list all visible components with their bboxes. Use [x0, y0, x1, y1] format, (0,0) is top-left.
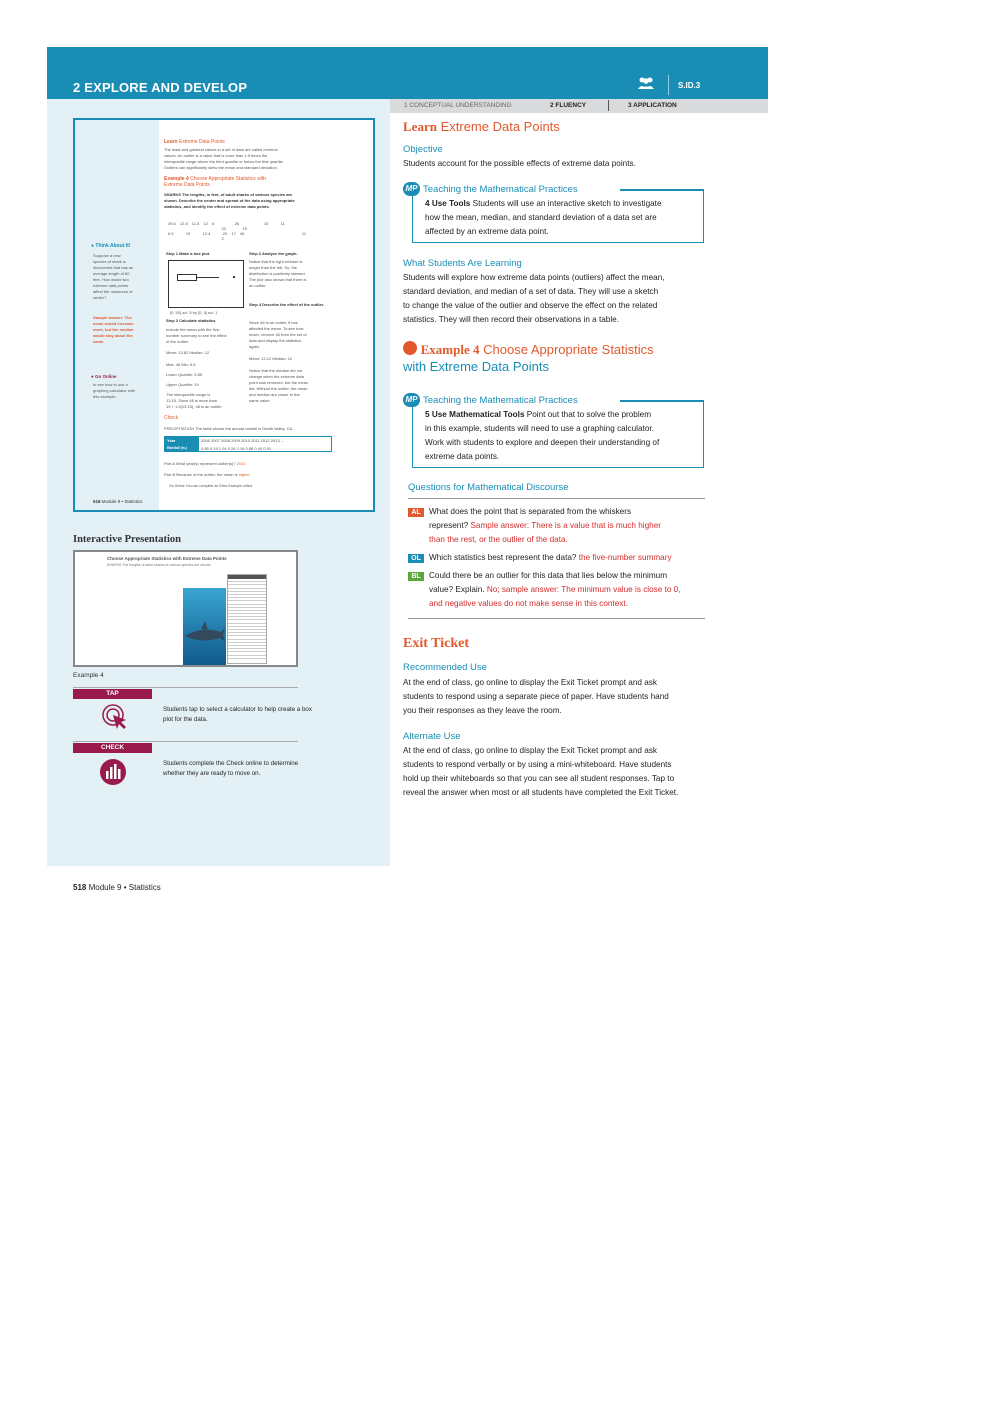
recommended-use-text: At the end of class, go online to display the Exit Ticket prompt and ask students to respond using a separate piece of paper. Have students hand you their responses as they leave the room.: [403, 678, 669, 715]
thumb-step4-line: and median are closer to the: [249, 392, 300, 397]
thumb-problem-line: SHARKS The lengths, in feet, of adult sharks of various species are: [164, 192, 293, 197]
tap-tag: TAP: [73, 689, 152, 699]
thumb-learn-heading: Learn Extreme Data Points: [164, 139, 225, 145]
thumb-step3-line: Include the mean with the five-: [166, 327, 221, 332]
thumb-step2-line: The plot also shows that there is: [249, 277, 307, 282]
think-line: affect the measures of: [93, 289, 133, 294]
thumb-intro-line: Outliers can significantly skew the mean and standard deviation.: [164, 165, 278, 170]
shark-photo: [183, 588, 226, 665]
tap-icon: [101, 703, 129, 731]
example4-heading-2: with Extreme Data Points: [403, 359, 549, 374]
go-online-line: to see how to use a: [93, 382, 128, 387]
thumb-boxplot-screen: [168, 260, 244, 308]
divider: [73, 687, 298, 688]
bar-chart-icon: [99, 758, 127, 786]
rigor-levels-bar: [390, 99, 768, 113]
mp1-heading: MP Teaching the Mathematical Practices: [403, 182, 578, 196]
thumb-problem-line: statistics, and identify the effect of extreme data points.: [164, 204, 270, 209]
tap-description: Students tap to select a calculator to help create a box plot for the data.: [163, 706, 312, 723]
section-title: 2 EXPLORE AND DEVELOP: [73, 80, 248, 95]
exit-ticket-heading: Exit Ticket: [403, 636, 469, 651]
thumb-step4-line: point was removed, but the mean: [249, 380, 309, 385]
page-footer: 518 Module 9 • Statistics: [73, 883, 161, 892]
thumb-rainfall-table: [164, 436, 332, 452]
think-line: extreme data points: [93, 283, 129, 288]
shark-icon: [183, 588, 226, 665]
slide-data-table: [227, 574, 267, 664]
thumb-step4: Step 4 Describe the effect of the outlier.: [249, 302, 325, 307]
interactive-slide-preview[interactable]: [73, 550, 298, 667]
wsal-text: Students will explore how extreme data points (outliers) affect the mean, standard deviation, and median of a set of data. They will use a sketch to change the value of the outlier and observe the effect on the related statistics. They will then record their observations in a table.: [403, 273, 665, 324]
slide-subtitle: SHARKS The lengths of adult sharks of various species are shown.: [107, 563, 212, 567]
thumb-step3-line: number summary to see the effect: [166, 333, 227, 338]
think-line: Suppose a new: [93, 253, 121, 258]
wsal-heading: What Students Are Learning: [403, 258, 522, 269]
thumb-data-row: 6.5 19 12.4 20 17 46 11 2: [168, 231, 307, 241]
bl-badge: BL: [408, 572, 424, 581]
thumb-step4-line: Mean: 12.12 Median: 12: [249, 356, 293, 361]
thumb-step4-line: change when the extreme data: [249, 374, 304, 379]
question-al: AL What does the point that is separated from the whiskers represent? Sample answer: There is a value that is much higher than the rest, or the outlier of the data.: [408, 505, 708, 519]
thumb-step3-line: Upper Quartile: 19: [166, 382, 199, 387]
thumb-step3-line: Lower Quartile: 5.85: [166, 372, 203, 377]
mp2-text: 5 Use Mathematical Tools Point out that to solve the problem in this example, students will need to use a graphing calculator. Work with students to explore and deepen their understanding of extreme data points.: [425, 410, 660, 461]
think-about-it-title: ● Think About It!: [91, 243, 131, 249]
student-page-thumbnail: [73, 118, 375, 512]
thumb-step3-line: The interquartile range is: [166, 392, 211, 397]
table-years-row: 2006 2007 2008 2009 2010 2011 2012 2013 ...: [201, 438, 285, 443]
sample-answer-line: same.: [93, 339, 105, 344]
thumb-intro-line: interquartile range above the third quartile or below the first quartile.: [164, 159, 284, 164]
table-rainfall-header: Rainfall (in.): [167, 446, 188, 450]
thumb-part-b: Part B Because of the outlier, the mean is higher: [164, 472, 250, 477]
thumb-step3: Step 3 Calculate statistics.: [166, 318, 217, 323]
divider: [73, 741, 298, 742]
level-divider: [608, 100, 609, 111]
thumb-page-footer: 518 Module 9 • Statistics: [93, 499, 143, 504]
divider: [408, 618, 705, 619]
thumb-step3-line: Max: 46 Min: 6.6: [166, 362, 196, 367]
sample-answer-line: more, but the median: [93, 327, 134, 332]
thumb-step2-line: distribution is positively skewed.: [249, 271, 306, 276]
recommended-use-heading: Recommended Use: [403, 662, 487, 673]
thumb-step4-line: same value.: [249, 398, 271, 403]
think-line: discovered that has an: [93, 265, 134, 270]
thumb-step2-line: Notice that the right whisker is: [249, 259, 303, 264]
thumb-step2: Step 2 Analyze the graph.: [249, 251, 298, 256]
slide-title: Choose Appropriate Statistics with Extreme Data Points: [107, 556, 227, 561]
thumb-step2-line: longer than the left. So, the: [249, 265, 298, 270]
go-online-title: ● Go Online: [91, 374, 117, 379]
thumb-step3-line: 19 + 1.5(13.15), 46 is an outlier.: [166, 404, 223, 409]
question-bl: BL Could there be an outlier for this data that lies below the minimum value? Explain. No; sample answer: The minimum value is close to 0, and negative values do not make sense in this context.: [408, 569, 708, 583]
thumb-example-heading: Example 4 Choose Appropriate Statistics with: [164, 176, 267, 182]
check-description: Students complete the Check online to determine whether they are ready to move on.: [163, 760, 299, 777]
table-year-header: Year: [167, 438, 176, 443]
think-line: species of shark is: [93, 259, 126, 264]
alternate-use-heading: Alternate Use: [403, 731, 461, 742]
thumb-step4-line: data and display the statistics: [249, 338, 302, 343]
sample-answer-line: would stay about the: [93, 333, 133, 338]
sample-answer-line: mean would increase: [93, 321, 134, 326]
example4-heading: Example 4 Choose Appropriate Statistics: [403, 341, 654, 358]
mp-badge-icon: MP: [403, 393, 420, 407]
header-divider: [668, 75, 669, 95]
thumb-intro-line: values. An outlier is a value that is more than 1.5 times the: [164, 153, 268, 158]
level-conceptual: 1 CONCEPTUAL UNDERSTANDING: [404, 102, 512, 109]
alternate-use-text: At the end of class, go online to display the Exit Ticket prompt and ask students to respond verbally or by using a mini-whiteboard. Have students hold up their whiteboards so that you can see all student responses. Tap to reveal the answer when most or all students have completed the Exit Ticket.: [403, 746, 679, 797]
thumb-boxplot-window: [0, 50] scl: 5 by [0, 5] scl: 1: [170, 310, 218, 315]
thumb-problem-line: shown. Describe the center and spread of the data using appropriate: [164, 198, 295, 203]
thumb-step4-line: Notice that the median did not: [249, 368, 303, 373]
mp-badge-icon: MP: [403, 182, 420, 196]
discourse-heading: Questions for Mathematical Discourse: [408, 482, 569, 493]
thumb-step1: Step 1 Make a box plot.: [166, 251, 211, 256]
think-line: average length of 60: [93, 271, 130, 276]
thumb-step3-line: Mean: 13.82 Median: 12: [166, 350, 210, 355]
section-header: [47, 47, 768, 99]
thumb-check-problem: PRECIPITATION The table shows the annual rainfall in Death Valley, CA.: [164, 426, 294, 431]
sample-answer-line: Sample answer: The: [93, 315, 132, 320]
think-line: center?: [93, 295, 107, 300]
globe-icon: [403, 341, 417, 355]
thumb-step4-line: again.: [249, 344, 260, 349]
level-fluency: 2 FLUENCY: [550, 102, 587, 109]
thumb-data-row: 39.5 12.8 11.5 12 6 26 15 11 23 19: [168, 221, 285, 231]
thumb-step3-line: 13.15. Since 46 is more than: [166, 398, 217, 403]
divider: [408, 498, 705, 499]
thumb-step4-line: Since 46 is an outlier, it has: [249, 320, 298, 325]
interactive-presentation-title: Interactive Presentation: [73, 534, 181, 545]
question-ol: OL Which statistics best represent the data? the five-number summary: [408, 551, 708, 565]
thumb-step4-line: did. Without the outlier, the mean: [249, 386, 308, 391]
standard-code: S.ID.3: [678, 81, 701, 90]
thumb-part-a: Part A What year(s) represent outlier(s)? 2010: [164, 461, 246, 466]
check-tag: CHECK: [73, 743, 152, 753]
thumb-step4-line: much, remove 46 from the set of: [249, 332, 307, 337]
objective-heading: Objective: [403, 144, 443, 155]
thumb-example-heading-2: Extreme Data Points: [164, 182, 210, 188]
go-online-line: graphing calculator with: [93, 388, 136, 393]
thumb-intro-line: The least and greatest values in a set of data are called extreme: [164, 147, 278, 152]
slide-caption: Example 4: [73, 672, 104, 679]
table-values-row: 0.85 0.18 1.04 0.26 2.16 0.88 0.40 0.51: [201, 446, 272, 451]
thumb-step2-line: an outlier.: [249, 283, 267, 288]
thumb-step3-line: of the outlier.: [166, 339, 189, 344]
go-online-line: this example.: [93, 394, 117, 399]
thumb-go-online-footer: Go Online You can complete an Extra Example online.: [169, 484, 254, 488]
objective-text: Students account for the possible effects of extreme data points.: [403, 159, 636, 168]
thumb-step4-line: affected the mean. To see how: [249, 326, 304, 331]
mp2-heading: MP Teaching the Mathematical Practices: [403, 393, 578, 407]
level-application: 3 APPLICATION: [628, 102, 677, 109]
ol-badge: OL: [408, 554, 424, 563]
think-line: feet. How would two: [93, 277, 129, 282]
al-badge: AL: [408, 508, 424, 517]
learn-heading: Learn Extreme Data Points: [403, 119, 560, 134]
group-icon: [637, 76, 655, 90]
thumb-check-heading: Check: [164, 415, 179, 421]
mp1-text: 4 Use Tools Students will use an interactive sketch to investigate how the mean, median, and standard deviation of a data set are affected by an extreme data point.: [425, 199, 662, 236]
